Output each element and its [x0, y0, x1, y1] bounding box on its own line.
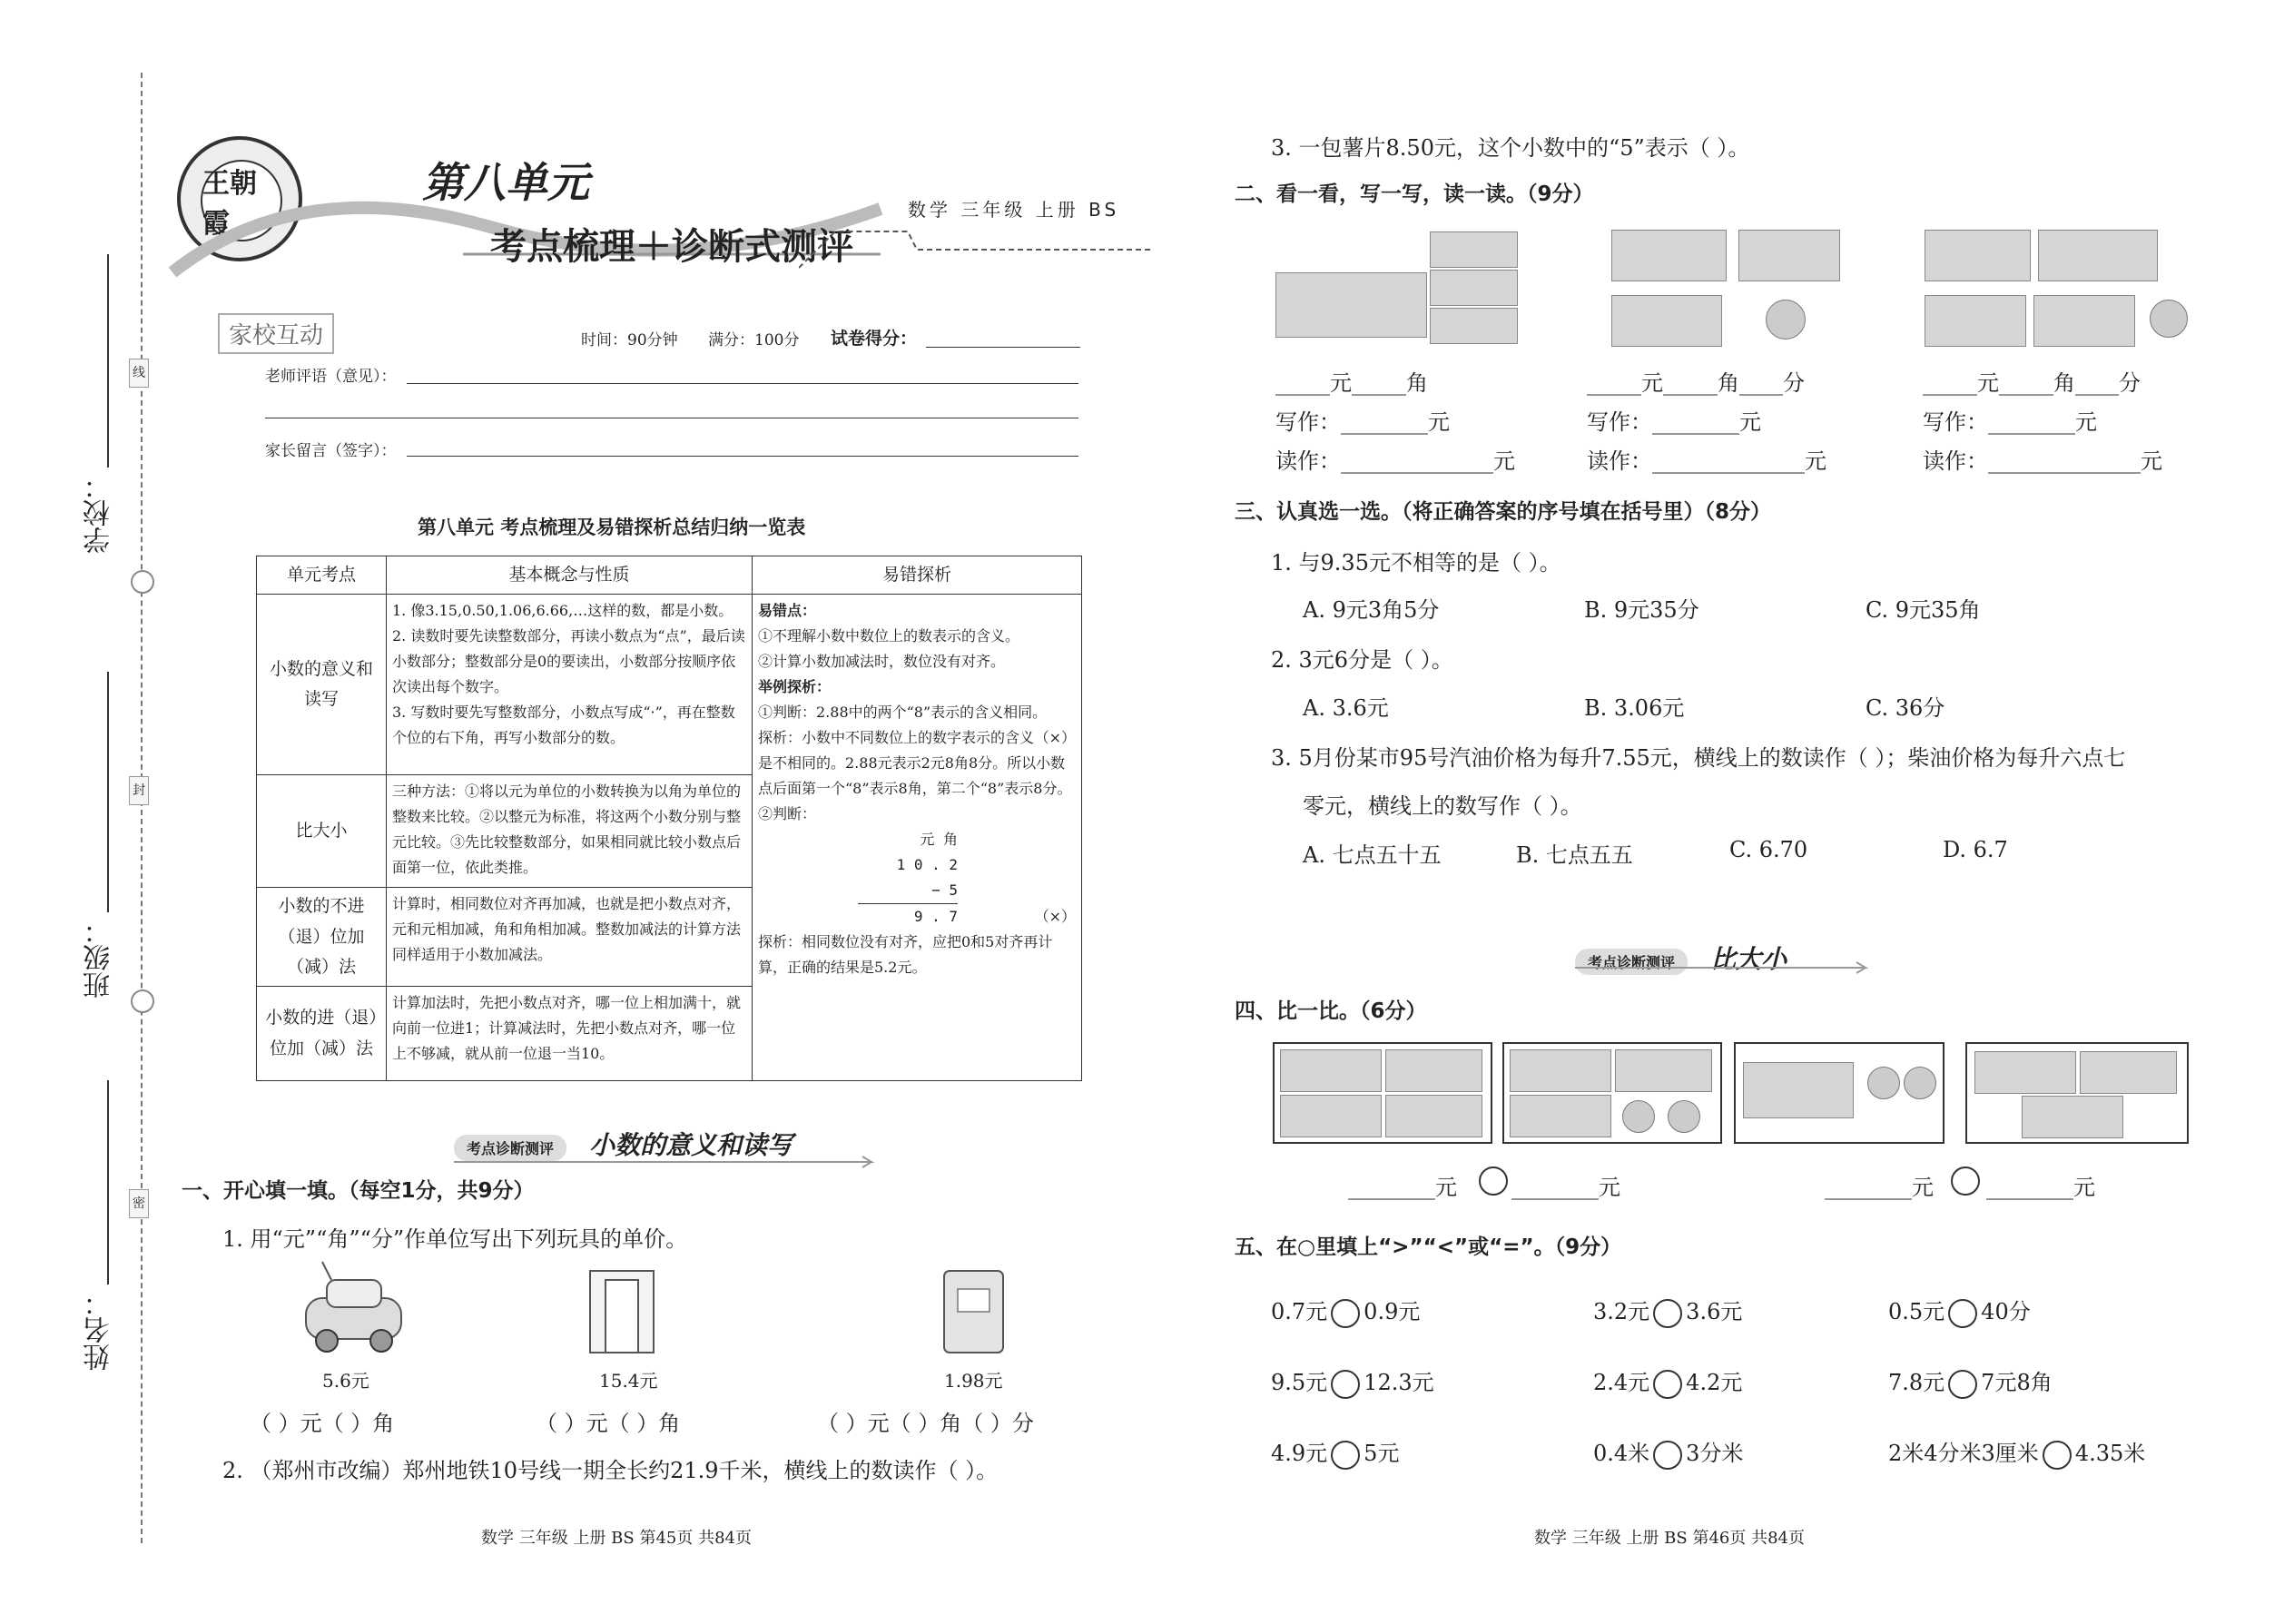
th-unit-point: 单元考点 — [257, 556, 387, 595]
money-3-write[interactable]: 写作：________元 — [1923, 409, 2097, 435]
question-1-1: 1. 用“元”“角”“分”作单位写出下列玩具的单价。 — [222, 1226, 688, 1252]
calc-line-2: − 5 — [858, 878, 958, 904]
header-zigzag — [799, 222, 1162, 286]
money-2-write[interactable]: 写作：________元 — [1587, 409, 1761, 435]
toy-fill-3[interactable]: （ ）元（ ）角（ ）分 — [817, 1411, 1034, 1436]
comp-circle[interactable] — [1331, 1441, 1360, 1470]
choice-3-option-d[interactable]: D. 6.7 — [1943, 837, 2008, 862]
banner-title: 小数的意义和读写 — [589, 1130, 793, 1160]
concept-carry: 计算加法时，先把小数点对齐，哪一位上相加满十，就向前一位进1；计算减法时，先把小数点对齐，哪一位上不够减，就从前一位退一当10。 — [387, 987, 753, 1081]
compare-1-right[interactable]: ________元 — [1511, 1175, 1620, 1200]
choice-2-option-a[interactable]: A. 3.6元 — [1303, 695, 1389, 721]
banknote-image — [2033, 295, 2135, 347]
coin-image — [1622, 1100, 1655, 1133]
score-line — [926, 347, 1080, 348]
compare-box-4 — [1965, 1042, 2189, 1144]
banknote-image — [1510, 1095, 1611, 1137]
school-label: 学校： — [84, 472, 115, 554]
comp-right: 3.6元 — [1686, 1299, 1743, 1324]
comp-left: 0.7元 — [1271, 1299, 1328, 1324]
toy-price-2: 15.4元 — [599, 1370, 658, 1392]
calc-line-1: 1 0 . 2 — [896, 856, 958, 874]
banknote-20-image — [1275, 272, 1427, 338]
name-label: 姓名： — [84, 1289, 115, 1371]
teacher-comment-label: 老师评语（意见）： — [265, 368, 397, 386]
analysis-2: 探析：相同数位没有对齐，应把0和5对齐再计算，正确的结果是5.2元。 — [758, 933, 1053, 977]
cat-compare: 比大小 — [257, 775, 387, 888]
compare-1-circle[interactable] — [1479, 1166, 1508, 1196]
banner-2-title: 比大小 — [1710, 944, 1787, 974]
banknote-image — [1925, 295, 2026, 347]
banner-arrow — [454, 1155, 890, 1169]
comp-right: 5元 — [1364, 1441, 1400, 1466]
comp-left: 4.9元 — [1271, 1441, 1328, 1466]
comp-circle[interactable] — [1653, 1441, 1682, 1470]
compare-box-1 — [1273, 1042, 1492, 1144]
comp-circle[interactable] — [1331, 1370, 1360, 1399]
money-1-fill[interactable]: _____元_____角 — [1275, 370, 1428, 396]
judge-1-text: ①判断：2.88中的两个“8”表示的含义相同。 — [758, 704, 1048, 722]
binding-hole-icon — [131, 989, 154, 1013]
summary-title: 第八单元 考点梳理及易错探析总结归纳一览表 — [418, 517, 806, 538]
section-5-title: 五、在○里填上“>”“<”或“=”。（9分） — [1235, 1235, 1622, 1259]
banknote-small-image — [1430, 231, 1518, 268]
compare-box-3 — [1734, 1042, 1944, 1144]
banknote-image — [1743, 1062, 1854, 1118]
th-concepts: 基本概念与性质 — [387, 556, 753, 595]
judge-1 — [758, 700, 1076, 747]
question-1-3: 3. 一包薯片8.50元，这个小数中的“5”表示（ ）。 — [1271, 135, 1750, 161]
banknote-small-image — [1430, 308, 1518, 344]
teacher-line[interactable] — [407, 383, 1078, 384]
comp-circle[interactable] — [1948, 1299, 1977, 1328]
concept-compare: 三种方法：①将以元为单位的小数转换为以角为单位的整数来比较。②以整元为标准，将这两个小数分别与整元比较。③先比较整数部分，如果相同就比较小数点后面第一位，依此类推。 — [387, 775, 753, 888]
choice-1-option-a[interactable]: A. 9元3角5分 — [1303, 597, 1440, 623]
question-1-2: 2. （郑州市改编）郑州地铁10号线一期全长约21.9千米，横线上的数读作（ ）。 — [222, 1458, 999, 1483]
comp-right: 0.9元 — [1364, 1299, 1421, 1324]
toy-fill-1[interactable]: （ ）元（ ）角 — [250, 1411, 395, 1436]
toy-fill-2[interactable]: （ ）元（ ）角 — [536, 1411, 681, 1436]
cat-no-carry: 小数的不进（退）位加（减）法 — [257, 888, 387, 987]
error-analysis-cell — [753, 595, 1082, 1081]
choice-3-option-b[interactable]: B. 七点五五 — [1516, 842, 1633, 868]
score-label: 试卷得分： — [831, 329, 918, 349]
banknote-image — [1615, 1049, 1712, 1092]
comp-circle[interactable] — [1331, 1299, 1360, 1328]
comp-item — [1271, 1435, 1399, 1470]
coin-image — [1766, 300, 1806, 340]
concept-no-carry: 计算时，相同数位对齐再加减，也就是把小数点对齐，元和元相加减，角和角相加减。整数加减法的计算方法同样适用于小数加减法。 — [387, 888, 753, 987]
comp-left: 7.8元 — [1888, 1370, 1945, 1395]
binding-hole-icon — [131, 570, 154, 594]
judge-2 — [758, 802, 1076, 930]
section-4-title: 四、比一比。（6分） — [1235, 999, 1427, 1023]
compare-box-2 — [1502, 1042, 1722, 1144]
comp-right: 4.35米 — [2074, 1441, 2146, 1466]
choice-3-question-b: 零元，横线上的数写作（ ）。 — [1303, 793, 1582, 819]
banknote-image — [1510, 1049, 1611, 1092]
comp-item — [1593, 1364, 1742, 1399]
section-2-title: 二、看一看，写一写，读一读。（9分） — [1235, 182, 1594, 206]
footer-left: 数学 三年级 上册 BS 第45页 共84页 — [481, 1529, 752, 1548]
money-1-write[interactable]: 写作：________元 — [1275, 409, 1450, 435]
analysis-1: 探析：小数中不同数位上的数字表示的含义是不相同的。2.88元表示2元8角8分。所以小数点后面第一个“8”表示8角，第二个“8”表示8分。 — [758, 729, 1072, 798]
banknote-image — [2022, 1096, 2123, 1138]
banknote-image — [1611, 230, 1727, 281]
banner-2-tag: 考点诊断测评 — [1575, 949, 1688, 975]
full-score-label: 满分：100分 — [708, 331, 800, 349]
toy-price-1: 5.6元 — [322, 1370, 369, 1392]
comp-right: 12.3元 — [1364, 1370, 1434, 1395]
binding-dashed-line — [141, 73, 143, 1543]
choice-3-question-a: 3. 5月份某市95号汽油价格为每升7.55元，横线上的数读作（ ）；柴油价格为每升六点七 — [1271, 745, 2126, 771]
comp-item — [1593, 1294, 1742, 1328]
banknote-image — [2080, 1051, 2177, 1094]
time-label: 时间：90分钟 — [581, 331, 678, 349]
compare-2-circle[interactable] — [1951, 1166, 1980, 1196]
toy-car-image — [295, 1257, 413, 1357]
summary-table — [256, 556, 1082, 1081]
section-3-title: 三、认真选一选。（将正确答案的序号填在括号里）（8分） — [1235, 500, 1772, 524]
choice-3-option-a[interactable]: A. 七点五十五 — [1303, 842, 1442, 868]
comp-right: 3分米 — [1686, 1441, 1744, 1466]
toy-price-3: 1.98元 — [944, 1370, 1003, 1392]
banknote-image — [1280, 1049, 1382, 1092]
money-3-fill[interactable]: _____元_____角____分 — [1923, 370, 2141, 396]
banknote-image — [1385, 1049, 1482, 1092]
coin-image — [1904, 1067, 1936, 1099]
footer-right: 数学 三年级 上册 BS 第46页 共84页 — [1534, 1529, 1805, 1548]
banknote-50-image — [2038, 230, 2158, 281]
coin-image — [1867, 1067, 1900, 1099]
money-3-read[interactable]: 读作：______________元 — [1923, 448, 2162, 474]
class-line — [107, 672, 109, 912]
comp-item — [1593, 1435, 1743, 1470]
parent-comment-label: 家长留言（签字）： — [265, 442, 397, 460]
choice-2-question: 2. 3元6分是（ ）。 — [1271, 647, 1453, 673]
concept-meaning: 1. 像3.15,0.50,1.06,6.66,…这样的数，都是小数。 2. 读数时要先读整数部分，再读小数点为“点”，最后读小数部分；整数部分是0的要读出，小数部分按顺序依次读出每个数字。 3. 写数时要先写整数部分，小数点写成“·”，再在整数个位的右下角，再写小数部分的数。 — [387, 595, 753, 775]
compare-2-right[interactable]: ________元 — [1986, 1175, 2095, 1200]
vertical-calc — [858, 827, 958, 930]
choice-1-question: 1. 与9.35元不相等的是（ ）。 — [1271, 550, 1561, 576]
banknote-image — [1280, 1095, 1382, 1137]
calc-result: 9 . 7 — [913, 908, 958, 926]
comp-left: 0.5元 — [1888, 1299, 1945, 1324]
binding-mark-feng: 封 — [129, 776, 149, 805]
subtitle: 考点梳理＋诊断式测评 — [490, 226, 853, 268]
comp-left: 3.2元 — [1593, 1299, 1650, 1324]
binding-mark-mi: 密 — [129, 1189, 149, 1218]
comp-item — [1888, 1294, 2031, 1328]
coin-image — [1668, 1100, 1700, 1133]
class-label: 班级： — [84, 917, 115, 999]
judge-2-text: ②判断： — [758, 805, 817, 823]
parent-line[interactable] — [407, 456, 1078, 457]
easy-err-2: ②计算小数加减法时，数位没有对齐。 — [758, 653, 1006, 671]
logo-text: 王朝霞 — [201, 160, 282, 241]
compare-2-left[interactable]: ________元 — [1825, 1175, 1934, 1200]
banknote-image — [1738, 230, 1840, 281]
snack-bag-image — [940, 1266, 1008, 1357]
comp-circle[interactable] — [2043, 1441, 2072, 1470]
compare-1-left[interactable]: ________元 — [1348, 1175, 1457, 1200]
easy-err-1: ①不理解小数中数位上的数表示的含义。 — [758, 627, 1020, 645]
name-line — [107, 1080, 109, 1284]
cat-carry: 小数的进（退）位加（减）法 — [257, 987, 387, 1081]
banknote-image — [1611, 295, 1722, 347]
school-line — [107, 254, 109, 468]
banknote-image — [1974, 1051, 2076, 1094]
banknote-small-image — [1430, 270, 1518, 306]
calc-head: 元 角 — [920, 831, 958, 849]
grade-tag: 数学 三年级 上册 BS — [908, 199, 1120, 221]
money-2-fill[interactable]: _____元_____角____分 — [1587, 370, 1805, 396]
comp-right: 40分 — [1981, 1299, 2031, 1324]
comp-item — [1888, 1364, 2053, 1399]
easy-err-label: 易错点： — [758, 602, 817, 620]
judge-1-mark: （×） — [1034, 729, 1076, 747]
comp-circle[interactable] — [1653, 1299, 1682, 1328]
comp-item — [1888, 1435, 2145, 1470]
example-label: 举例探析： — [758, 678, 832, 696]
comp-item — [1271, 1364, 1434, 1399]
money-1-read[interactable]: 读作：______________元 — [1275, 448, 1515, 474]
comp-right: 4.2元 — [1686, 1370, 1743, 1395]
binding-mark-xian: 线 — [129, 359, 149, 388]
comp-left: 0.4米 — [1593, 1441, 1650, 1466]
th-errors: 易错探析 — [753, 556, 1082, 595]
comp-right: 7元8角 — [1981, 1370, 2053, 1395]
choice-1-option-c[interactable]: C. 9元35角 — [1866, 597, 1981, 623]
comp-left: 9.5元 — [1271, 1370, 1328, 1395]
choice-3-option-c[interactable]: C. 6.70 — [1729, 837, 1808, 862]
judge-2-mark: （×） — [1034, 908, 1076, 926]
unit-title: 第八单元 — [422, 158, 589, 207]
banner-tag: 考点诊断测评 — [454, 1135, 566, 1161]
money-2-read[interactable]: 读作：______________元 — [1587, 448, 1826, 474]
cat-meaning: 小数的意义和读写 — [257, 595, 387, 775]
choice-2-option-b[interactable]: B. 3.06元 — [1584, 695, 1685, 721]
banknote-10-image — [1925, 230, 2031, 281]
comp-left: 2.4元 — [1593, 1370, 1650, 1395]
choice-2-option-c[interactable]: C. 36分 — [1866, 695, 1945, 721]
comp-left: 2米4分米3厘米 — [1888, 1441, 2039, 1466]
banknote-image — [1385, 1095, 1482, 1137]
banner-2-arrow — [1575, 960, 1875, 975]
jiaxiao-label: 家校互动 — [218, 313, 334, 354]
section-1-title: 一、开心填一填。（每空1分，共9分） — [182, 1179, 535, 1203]
choice-1-option-b[interactable]: B. 9元35分 — [1584, 597, 1699, 623]
coin-image — [2150, 300, 2188, 338]
comp-item — [1271, 1294, 1420, 1328]
comp-circle[interactable] — [1948, 1370, 1977, 1399]
toy-frame-image — [586, 1266, 658, 1357]
comp-circle[interactable] — [1653, 1370, 1682, 1399]
